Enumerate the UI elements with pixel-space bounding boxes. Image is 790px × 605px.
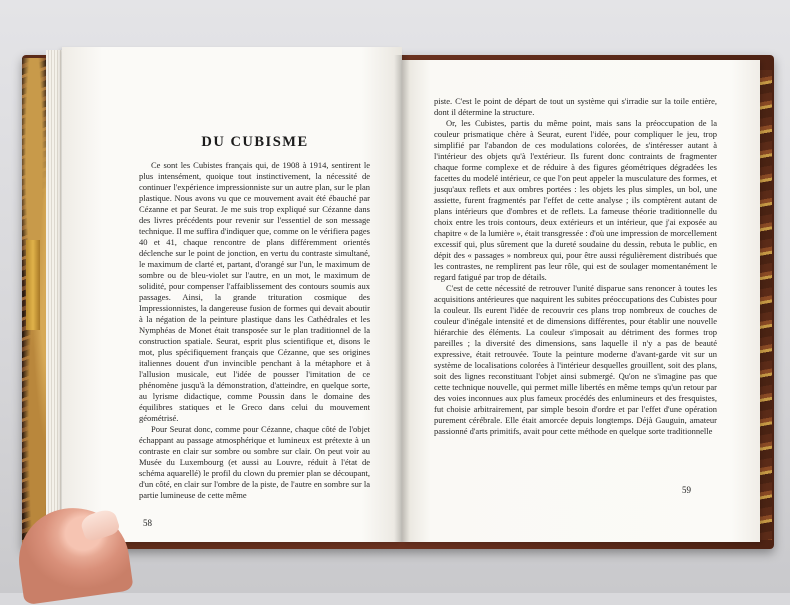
page-number-right: 59 <box>682 485 691 495</box>
left-page-text <box>139 160 370 501</box>
marbled-board-right <box>760 70 772 540</box>
left-paragraph-2: Pour Seurat donc, comme pour Cézanne, chaque côté de l'objet échappant au passage atmosphérique et lumineux est prétexte à un contraste en clair sur sombre ou sombre sur clair. On peut voir au Musée du Luxembourg (et aussi au Louvre, réduit à l'état de schéma aquarellé) le profil du clown du premier plan se découpant, d'un côté, en clair sur l'ombre de la piste, de l'autre en sombre sur la partie lumineuse de cette même <box>139 424 370 500</box>
left-paragraph-1: Ce sont les Cubistes français qui, de 1908 à 1914, sentirent le plus intensément, quoique tout instinctivement, la nécessité de continuer l'expérience impressionniste sur un autre plan, sur le plan plastique. Nous avons vu que ce mouvement avait été ébauché par Cézanne et par Seurat. Je me suis trop expliqué sur Cézanne dans des livres précédents pour revenir sur l'essentiel de son message technique. Il me suffira d'indiquer que, comme on le vérifiera pages 40 et 41, chaque rencontre de plans différemment orientés déclenche sur le point de jonction, en vertu du contraste simultané, le maximum de clarté et, partant, d'orangé sur l'un, le maximum de sombre ou de bleu-violet sur l'autre, en un mot, le maximum de solidité, pour compenser l'affaiblissement des contours soumis aux passages. Ainsi, la grande trituration cosmique des Impressionnistes, la dangereuse fusion de formes qui devait aboutir à la négation de la peinture plastique dans les Cathédrales et les Nymphéas de Monet était transposée sur le plan traditionnel de la construction spatiale. Seurat, esprit plus scientifique et, disons le mot, plus spécifiquement français que Cézanne, que ses origines italiennes douent d'un invincible penchant à la métaphore et à l'allusion musicale, eut l'idée de pousser l'imitation de ce phénomène jusqu'à la démonstration, d'atteindre, en quelque sorte, au lyrisme didactique, comme Poussin dans le domaine des équilibres statiques et le Greco dans celui du mouvement géométrisé. <box>139 160 370 423</box>
right-paragraph-2: Or, les Cubistes, partis du même point, mais sans la préoccupation de la couleur prismatique chère à Seurat, eurent l'idée, pour compliquer le jeu, trop simplifié par l'abandon de ces modulations colorées, de s'intéresser autant à l'intérieur des objets qu'à l'extérieur. Ils furent donc contraints de fragmenter chaque forme complexe et de réduire à des figures géométriques dégradées les facettes du modelé intérieur, ce que l'on peut appeler la musculature des formes, et jusqu'aux reflets et aux ombres portées : les objets les plus simples, un bol, une assiette, furent fragmentés par l'effet de cette analyse ; ils comptèrent autant de plans intérieurs que d'ombres et de reflets. La fameuse théorie traditionnelle du choix entre les trois contours, deux extérieurs et un intérieur, que j'ai exposée au chapitre « de la lumière », était transgressée : d'où une impression de morcellement excessif qui, plus sûrement que la dureté soudaine du dessin, rebuta le public, en dépit des « passages » nombreux qui, pour être aussi régulièrement distribués que les contrastes, ne remplirent pas leur rôle, qui est de soulager momentanément le regard fatigué par trop de détails. <box>434 118 717 282</box>
page-number-left: 58 <box>143 518 152 528</box>
right-paragraph-1: piste. C'est le point de départ de tout un système qui s'irradie sur la toile entière, dont il détermine la structure. <box>434 96 717 117</box>
gold-spine-strip <box>26 240 40 330</box>
chapter-title: DU CUBISME <box>201 134 309 150</box>
right-paragraph-3: C'est de cette nécessité de retrouver l'unité disparue sans renoncer à toutes les acquisitions antérieures que naquirent les subites préoccupations des Cubistes pour la couleur. Ils eurent l'idée de recouvrir ces plans trop nombreux de couches de couleur d'inégale intensité et de dimensions différentes, pour établir une nouvelle hiérarchie des éléments. La couleur s'imposait au détriment des formes trop pareilles ; la diversité des dimensions, sans laquelle il n'y a pas de beauté expressive, était retrouvée. Toute la peinture moderne d'avant-garde vit sur un système de localisations colorées à l'intérieur desquelles grouillent, soit des plans, soit des lignes reconstituant l'objet ainsi submergé. Qu'on ne s'imagine pas que cette technique nouvelle, qui permet mille libertés en même temps qu'un retour par des voies inconnues aux plus fameux procédés des enlumineurs et des fresquistes, fut choisie arbitrairement, par simple besoin d'ordre et par l'effet d'une opération purement cérébrale. Elle était amorcée depuis longtemps. Déjà Gauguin, amateur passionné d'arts primitifs, avait pour cette méthode en quelque sorte traditionnelle <box>434 283 717 436</box>
right-page-text <box>434 96 717 437</box>
book-gutter <box>394 55 410 542</box>
